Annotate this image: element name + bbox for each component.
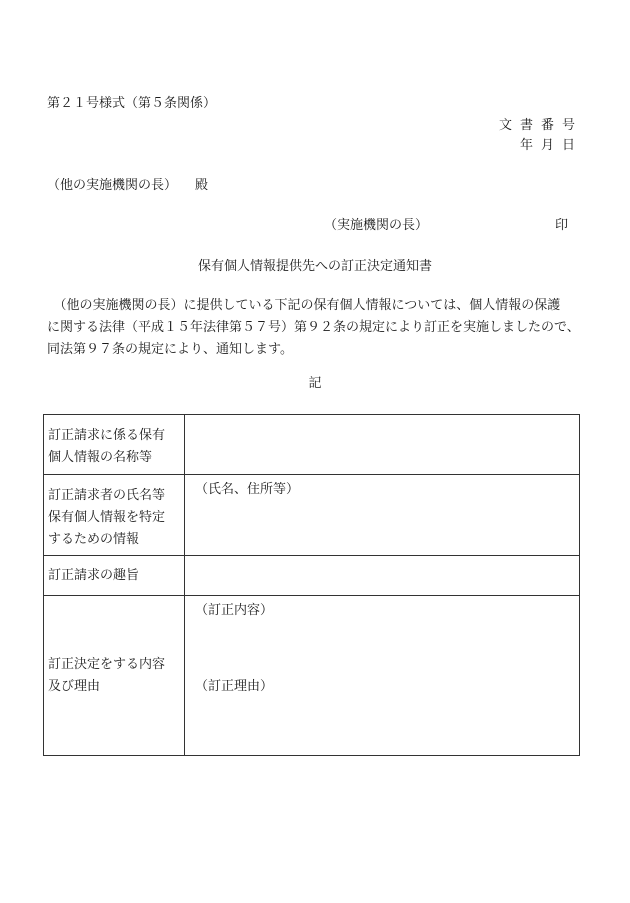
form-number: 第２１号様式（第５条関係） — [47, 96, 217, 111]
row-label: 訂正請求に係る保有 個人情報の名称等 — [44, 415, 185, 475]
seal-mark: 印 — [555, 218, 569, 233]
date-line: 年月日 — [519, 138, 583, 153]
body-line: 同法第９７条の規定により、通知します。 — [47, 342, 293, 357]
record-mark: 記 — [308, 376, 322, 391]
row-label: 訂正請求者の氏名等 保有個人情報を特定 するための情報 — [44, 475, 185, 556]
reason-label: （訂正理由） — [195, 679, 274, 694]
sender-name: （実施機関の長） — [324, 218, 429, 233]
table-row — [44, 415, 580, 475]
table-row — [44, 596, 580, 756]
row-value-field[interactable] — [185, 415, 580, 475]
row-value-field[interactable] — [185, 596, 580, 756]
row-value-field[interactable] — [185, 556, 580, 596]
addressee — [47, 176, 208, 196]
body-line: （他の実施機関の長）に提供している下記の保有個人情報については、個人情報の保護 — [47, 298, 561, 313]
addressee-honorific: 殿 — [195, 178, 209, 193]
row-label: 訂正決定をする内容 及び理由 — [44, 596, 185, 756]
info-table — [43, 414, 580, 756]
body-line: に関する法律（平成１５年法律第５７号）第９２条の規定により訂正を実施しましたので、 — [47, 320, 580, 335]
table-row — [44, 475, 580, 556]
row-label: 訂正請求の趣旨 — [44, 556, 185, 596]
content-label: （訂正内容） — [195, 603, 274, 618]
document-title: 保有個人情報提供先への訂正決定通知書 — [197, 259, 432, 274]
document-number: 文書番号 — [498, 118, 583, 133]
body-text — [47, 295, 587, 361]
row-value-field[interactable]: （氏名、住所等） — [185, 475, 580, 556]
table-row — [44, 556, 580, 596]
addressee-name: （他の実施機関の長） — [47, 178, 178, 193]
